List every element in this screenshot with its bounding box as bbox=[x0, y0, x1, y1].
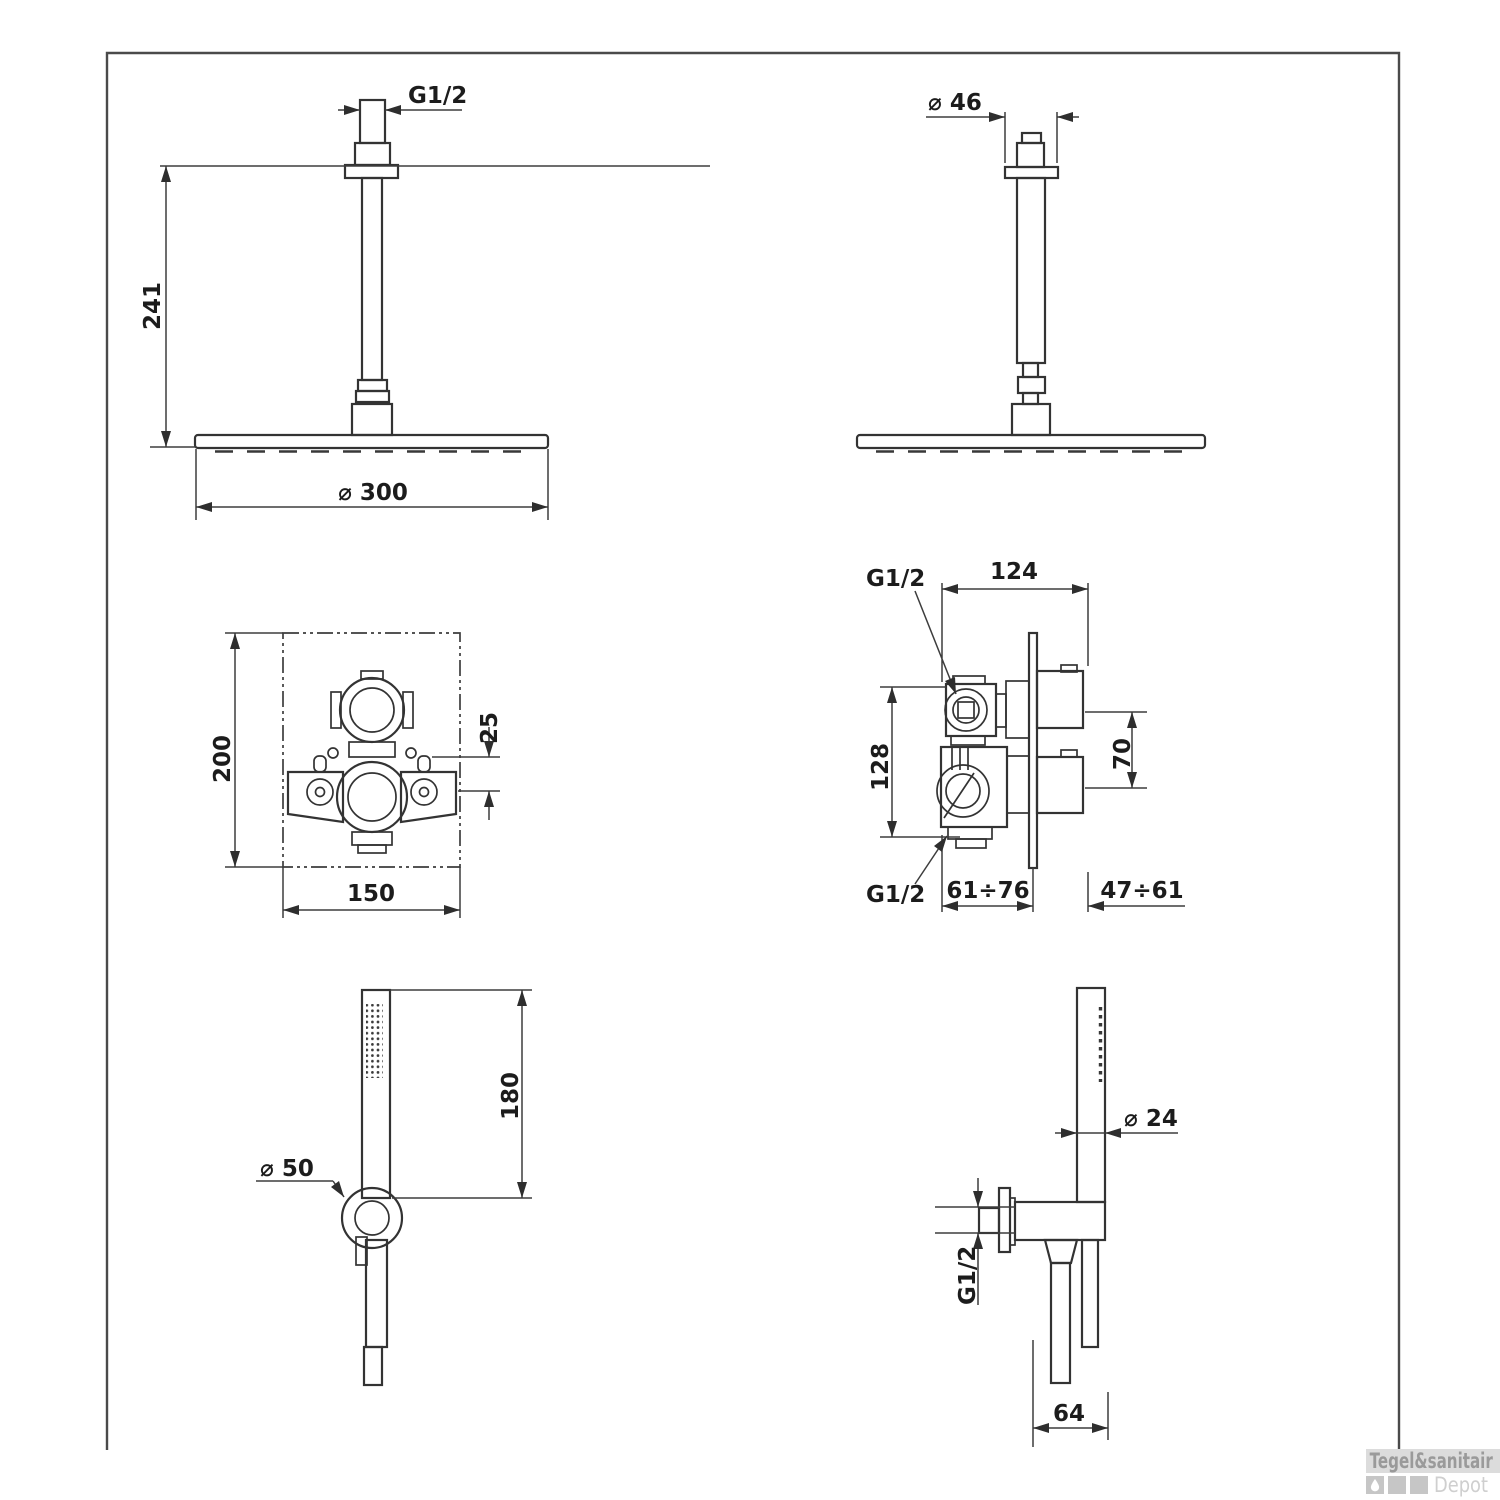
thread-cap bbox=[1022, 133, 1041, 143]
brand-sub-row bbox=[1366, 1473, 1498, 1497]
outlet-port-right bbox=[411, 779, 437, 805]
dim-box-width-label: 150 bbox=[346, 881, 396, 907]
upper-inlet-ring bbox=[945, 689, 987, 731]
lower-body-foot-inner bbox=[956, 839, 986, 848]
water-drop-icon bbox=[1369, 1478, 1381, 1492]
lower-valve-foot bbox=[352, 832, 392, 845]
dim-bottom-thread-label: G1/2 bbox=[866, 882, 926, 908]
lower-connector bbox=[1007, 756, 1029, 813]
ceiling-nut bbox=[355, 143, 390, 165]
hose-end bbox=[364, 1347, 382, 1385]
ceiling-flange bbox=[345, 165, 398, 178]
screw-right bbox=[406, 748, 416, 758]
view-valve-front bbox=[210, 633, 503, 918]
dim-outlet-thread-label: G1/2 bbox=[955, 1245, 981, 1305]
brand-logo bbox=[1366, 1449, 1500, 1500]
thread-pipe bbox=[360, 100, 385, 143]
outlet-port-left-center bbox=[316, 788, 325, 797]
hose-cone bbox=[1045, 1240, 1077, 1263]
view-valve-side bbox=[866, 559, 1185, 912]
upper-body-step bbox=[953, 676, 985, 684]
dim-height-label: 241 bbox=[140, 281, 166, 330]
arm-neck bbox=[1023, 393, 1038, 404]
arrowheads bbox=[989, 112, 1073, 122]
bracket-ring-inner bbox=[355, 1201, 389, 1235]
brand-subtitle: Depot bbox=[1434, 1473, 1488, 1497]
outlet-port-left bbox=[307, 779, 333, 805]
blank-tile-1 bbox=[1388, 1476, 1406, 1494]
blank-tile-2 bbox=[1410, 1476, 1428, 1494]
drop-tile bbox=[1366, 1476, 1384, 1494]
pin-left bbox=[314, 756, 326, 772]
ceiling-nut bbox=[1017, 143, 1044, 167]
upper-connector-large bbox=[1006, 681, 1029, 738]
handle-grip bbox=[366, 1240, 387, 1347]
upper-handle bbox=[1037, 671, 1083, 728]
brand-name: Tegel&sanitair bbox=[1369, 1449, 1493, 1473]
upper-inlet-bore bbox=[953, 697, 979, 723]
dim-thread-label: G1/2 bbox=[408, 83, 468, 109]
ceiling-flange bbox=[1005, 167, 1058, 178]
spray-face-dots bbox=[366, 1004, 383, 1078]
upper-connector-small bbox=[996, 694, 1006, 727]
lower-handle bbox=[1037, 757, 1083, 813]
dim-inlet-spacing-label: 128 bbox=[868, 742, 894, 791]
dim-outlet-width-label: 64 bbox=[1052, 1401, 1086, 1427]
outlet-port-right-center bbox=[420, 788, 429, 797]
dimension-lines bbox=[150, 110, 710, 520]
view-handshower-side bbox=[935, 988, 1178, 1447]
dim-box-height-label: 200 bbox=[210, 734, 236, 783]
shower-head-plate bbox=[857, 435, 1205, 448]
upper-body-base bbox=[951, 736, 985, 745]
head-base bbox=[1012, 404, 1050, 435]
screw-left bbox=[328, 748, 338, 758]
wall-plate bbox=[1029, 633, 1037, 868]
dimension-lines bbox=[926, 112, 1079, 163]
lower-valve-inner bbox=[348, 773, 396, 821]
pin-right bbox=[418, 756, 430, 772]
valve-connector bbox=[349, 742, 395, 757]
shower-head-plate bbox=[195, 435, 548, 448]
outlet-body bbox=[1015, 1202, 1105, 1240]
dim-top-thread-label: G1/2 bbox=[866, 566, 926, 592]
head-base bbox=[352, 404, 392, 435]
handshower-wand bbox=[1077, 988, 1105, 1202]
arm-coupler bbox=[358, 380, 387, 391]
arm-ring bbox=[356, 391, 389, 402]
dim-depth-left-label: 61÷76 bbox=[946, 878, 1030, 904]
dim-wand-diameter-label: ⌀ 24 bbox=[1124, 1106, 1178, 1132]
shower-arm bbox=[1017, 178, 1045, 363]
view-handshower-front bbox=[256, 990, 532, 1385]
shower-arm bbox=[362, 178, 382, 380]
arm-ring bbox=[1018, 377, 1045, 393]
hose-tube bbox=[1051, 1263, 1070, 1383]
dim-offset-label: 25 bbox=[477, 711, 503, 744]
view-rain-shower-side bbox=[857, 90, 1205, 452]
upper-inlet-square bbox=[958, 702, 974, 718]
brand-band bbox=[1366, 1449, 1500, 1473]
drawing-border bbox=[107, 53, 1399, 1452]
wall-flange bbox=[999, 1188, 1010, 1252]
lower-inlet-lever bbox=[944, 773, 974, 818]
dim-flange-diameter-label: ⌀ 46 bbox=[928, 90, 982, 116]
dim-depth-right-label: 47÷61 bbox=[1100, 878, 1184, 904]
view-rain-shower-front bbox=[140, 83, 710, 520]
dim-bracket-diameter-label: ⌀ 50 bbox=[260, 1156, 314, 1182]
wand-lower-end bbox=[1082, 1240, 1098, 1347]
upper-valve-inner bbox=[350, 688, 394, 732]
arrowheads bbox=[230, 633, 494, 915]
dim-handle-spacing-label: 70 bbox=[1110, 737, 1136, 770]
arrowheads bbox=[887, 584, 1137, 911]
dim-body-width-label: 124 bbox=[989, 559, 1039, 585]
dim-diameter-label: ⌀ 300 bbox=[338, 480, 408, 506]
lower-valve-foot-inner bbox=[358, 845, 386, 853]
dim-wand-length-label: 180 bbox=[498, 1071, 524, 1120]
inlet-nipple bbox=[979, 1208, 999, 1233]
arm-coupler bbox=[1023, 363, 1038, 377]
